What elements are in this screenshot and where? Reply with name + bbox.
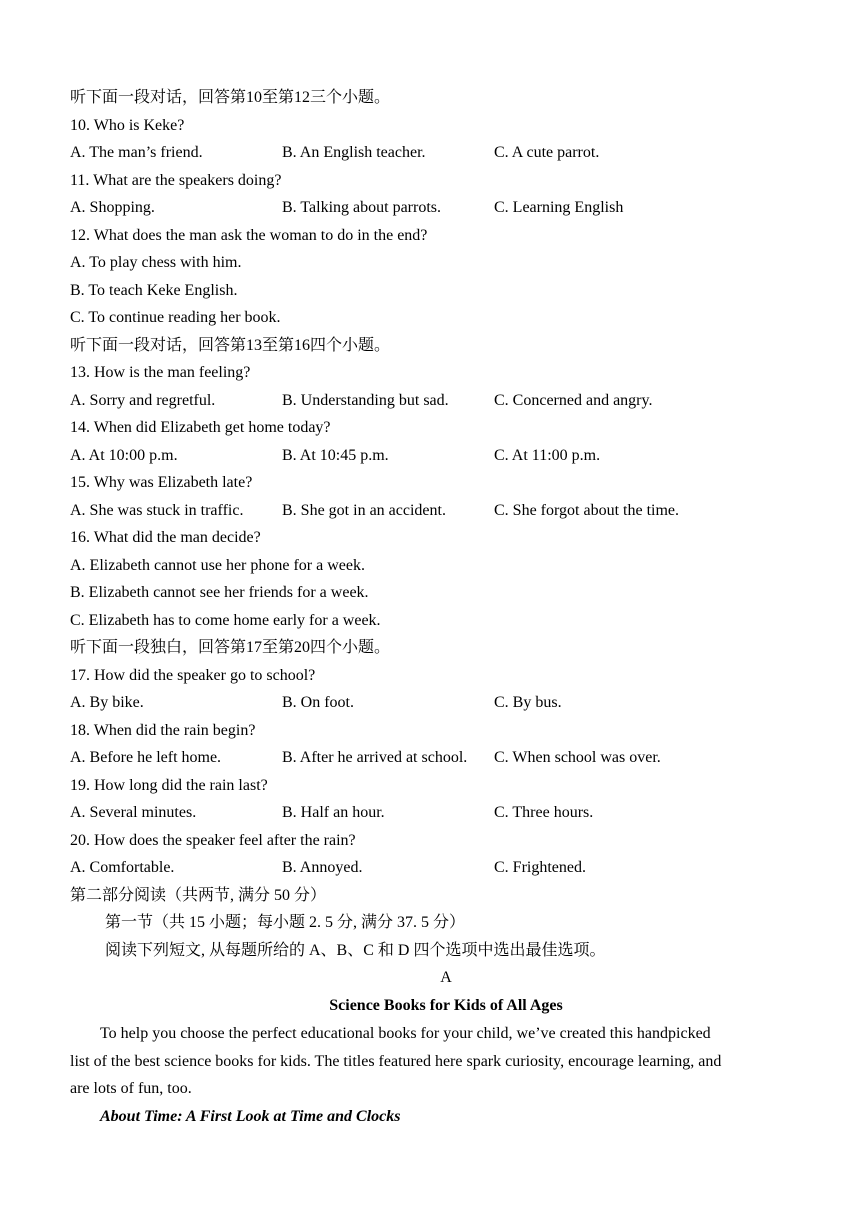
section-instruction-13-16: 听下面一段对话，回答第13至第16四个小题。 <box>70 336 391 354</box>
option-13-c: C. Concerned and angry. <box>494 391 653 409</box>
question-18: 18. When did the rain begin? <box>70 721 256 739</box>
option-17-a: A. By bike. <box>70 694 144 711</box>
option-10-b: B. An English teacher. <box>282 144 426 161</box>
page-content <box>70 84 790 1130</box>
option-15-a: A. She was stuck in traffic. <box>70 501 244 519</box>
part-heading: 第二部分阅读（共两节, 满分 50 分） <box>70 886 327 904</box>
option-16-c: C. Elizabeth has to come home early for a week. <box>70 611 381 629</box>
option-14-a: A. At 10:00 p.m. <box>70 446 178 464</box>
option-11-c: C. Learning English <box>494 199 624 216</box>
question-16: 16. What did the man decide? <box>70 529 261 546</box>
options-18 <box>70 744 790 772</box>
options-11 <box>70 194 790 222</box>
option-18-a: A. Before he left home. <box>70 749 222 766</box>
option-17-b: B. On foot. <box>282 694 354 711</box>
option-17-c: C. By bus. <box>494 694 562 711</box>
option-10-c: C. A cute parrot. <box>494 144 600 161</box>
options-10 <box>70 139 790 167</box>
option-15-b: B. She got in an accident. <box>282 501 446 519</box>
option-12-b: B. To teach Keke English. <box>70 281 238 299</box>
question-12: 12. What does the man ask the woman to do in the end? <box>70 226 428 244</box>
options-14 <box>70 442 790 470</box>
option-11-a: A. Shopping. <box>70 199 155 216</box>
passage-title: Science Books for Kids of All Ages <box>329 996 563 1014</box>
question-19: 19. How long did the rain last? <box>70 776 268 794</box>
section-instruction-10-12: 听下面一段对话，回答第10至第12三个小题。 <box>70 89 391 106</box>
options-19 <box>70 799 790 827</box>
option-16-a: A. Elizabeth cannot use her phone for a week. <box>70 556 365 574</box>
book-title: About Time: A First Look at Time and Clocks <box>100 1107 401 1125</box>
options-20 <box>70 854 790 882</box>
option-14-b: B. At 10:45 p.m. <box>282 446 389 464</box>
option-19-b: B. Half an hour. <box>282 804 385 821</box>
question-13: 13. How is the man feeling? <box>70 364 251 381</box>
section-heading: 第一节（共 15 小题；每小题 2. 5 分, 满分 37. 5 分） <box>105 914 466 931</box>
option-18-b: B. After he arrived at school. <box>282 749 468 766</box>
option-12-a: A. To play chess with him. <box>70 254 242 271</box>
option-11-b: B. Talking about parrots. <box>282 199 442 216</box>
option-20-a: A. Comfortable. <box>70 859 175 876</box>
paragraph-line-1: To help you choose the perfect educational books for your child, we’ve created this handpicked <box>100 1025 711 1042</box>
option-13-b: B. Understanding but sad. <box>282 391 449 409</box>
question-10: 10. Who is Keke? <box>70 116 185 134</box>
option-13-a: A. Sorry and regretful. <box>70 391 216 409</box>
options-17 <box>70 689 790 717</box>
options-15 <box>70 497 790 525</box>
option-20-c: C. Frightened. <box>494 859 586 876</box>
passage-letter: A <box>440 969 452 986</box>
option-18-c: C. When school was over. <box>494 749 661 766</box>
paragraph-line-2: list of the best science books for kids. The titles featured here spark curiosity, encourage learning, and <box>70 1052 722 1070</box>
paragraph-line-3: are lots of fun, too. <box>70 1080 192 1097</box>
option-20-b: B. Annoyed. <box>282 859 363 876</box>
option-14-c: C. At 11:00 p.m. <box>494 446 601 464</box>
option-16-b: B. Elizabeth cannot see her friends for a week. <box>70 584 369 601</box>
reading-instruction: 阅读下列短文, 从每题所给的 A、B、C 和 D 四个选项中选出最佳选项。 <box>105 941 606 959</box>
option-15-c: C. She forgot about the time. <box>494 501 680 519</box>
option-19-a: A. Several minutes. <box>70 804 197 821</box>
question-11: 11. What are the speakers doing? <box>70 171 282 189</box>
option-19-c: C. Three hours. <box>494 804 594 821</box>
question-14: 14. When did Elizabeth get home today? <box>70 419 331 436</box>
question-17: 17. How did the speaker go to school? <box>70 666 316 684</box>
passage-paragraph <box>70 1020 782 1103</box>
option-10-a: A. The man’s friend. <box>70 144 203 161</box>
question-15: 15. Why was Elizabeth late? <box>70 474 253 491</box>
options-13 <box>70 387 790 415</box>
question-20: 20. How does the speaker feel after the rain? <box>70 831 356 849</box>
section-instruction-17-20: 听下面一段独白，回答第17至第20四个小题。 <box>70 639 391 656</box>
option-12-c: C. To continue reading her book. <box>70 309 281 326</box>
